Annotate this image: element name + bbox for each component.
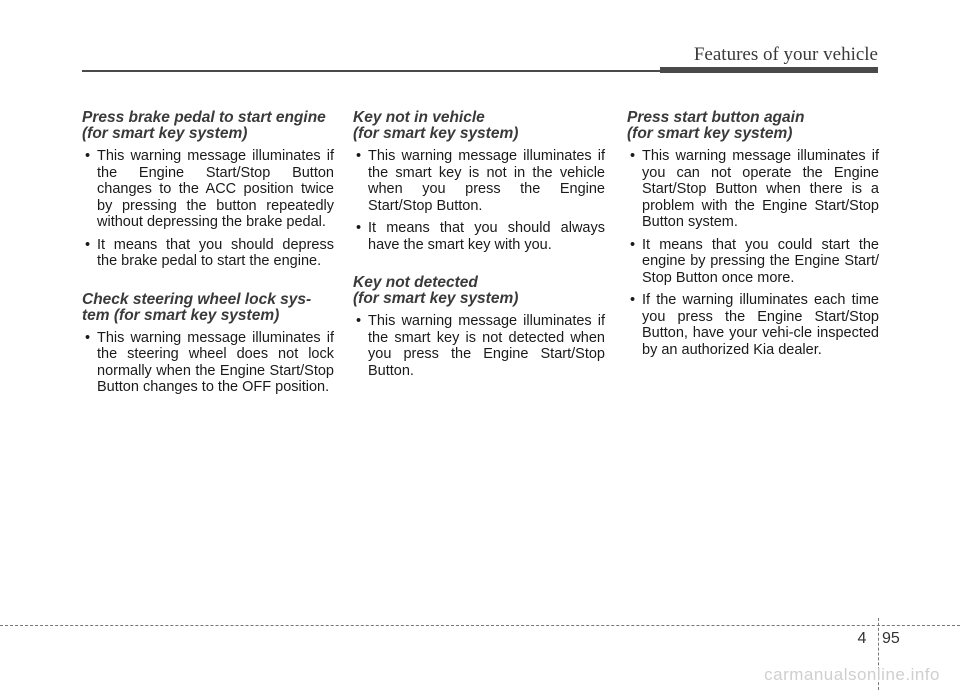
bullet-item: • This warning message illuminates if the Engine Start/Stop Button changes to the ACC position twice by pressing the button repeatedly without depressing the brake pedal.: [82, 148, 334, 231]
heading-line: (for smart key system): [627, 125, 793, 142]
column-2: [353, 110, 605, 401]
heading-line: (for smart key system): [353, 125, 519, 142]
bullet-item: • It means that you could start the engine by pressing the Engine Start/ Stop Button once more.: [627, 237, 879, 287]
section-press-brake-pedal: [82, 110, 334, 270]
bullet-item: • It means that you should depress the brake pedal to start the engine.: [82, 237, 334, 270]
page-number: 95: [882, 630, 900, 647]
heading-line: tem (for smart key system): [82, 306, 280, 324]
bullet-item: • This warning message illuminates if the steering wheel does not lock normally when the Engine Start/Stop Button changes to the OFF position.: [82, 330, 334, 396]
bullet-item: • This warning message illuminates if you can not operate the Engine Start/Stop Button when there is a problem with the Engine Start/Stop Button system.: [627, 148, 879, 231]
bullet-list: [82, 330, 334, 396]
bullet-item: • This warning message illuminates if the smart key is not in the vehicle when you press the Engine Start/Stop Button.: [353, 148, 605, 214]
bullet-item: • If the warning illuminates each time you press the Engine Start/Stop Button, have your vehi-cle inspected by an authorized Kia dealer.: [627, 292, 879, 358]
watermark: carmanualsonline.info: [764, 665, 940, 684]
bullet-list: [627, 148, 879, 358]
bullet-list: [353, 313, 605, 379]
section-check-steering-wheel-lock: [82, 292, 334, 396]
bullet-list: [353, 148, 605, 253]
section-key-not-in-vehicle: [353, 110, 605, 253]
header-rule-accent: [660, 67, 878, 73]
heading-line: (for smart key system): [82, 125, 248, 142]
section-heading: [353, 275, 605, 307]
heading-line: Key not in vehicle: [353, 109, 485, 126]
section-heading: [353, 110, 605, 142]
section-key-not-detected: [353, 275, 605, 379]
section-heading: [627, 110, 879, 142]
chapter-number: 4: [857, 630, 867, 647]
bullet-item: • It means that you should always have the smart key with you.: [353, 220, 605, 253]
footer-rule: [0, 625, 960, 626]
heading-line: Key not detected: [353, 274, 478, 291]
page-header-title: Features of your vehicle: [693, 44, 878, 65]
heading-line: Press start button again: [627, 109, 805, 126]
section-heading: [82, 292, 334, 324]
column-1: [82, 110, 334, 418]
heading-line: Check steering wheel lock sys-: [82, 290, 312, 308]
section-heading: [82, 110, 334, 142]
bullet-item: • This warning message illuminates if the smart key is not detected when you press the Engine Start/Stop Button.: [353, 313, 605, 379]
column-3: [627, 110, 879, 380]
section-press-start-button-again: [627, 110, 879, 358]
bullet-list: [82, 148, 334, 270]
heading-line: Press brake pedal to start engine: [82, 109, 326, 126]
heading-line: (for smart key system): [353, 290, 519, 307]
